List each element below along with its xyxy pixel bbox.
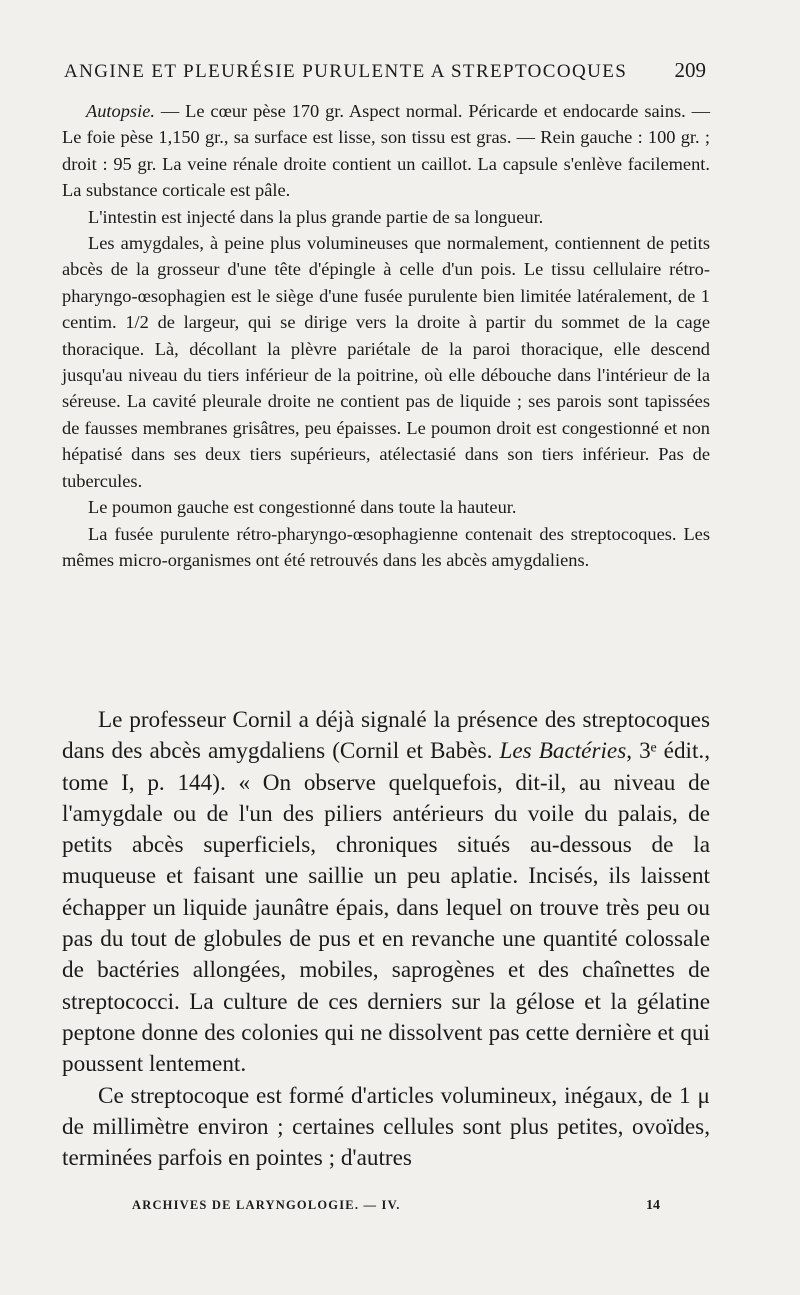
running-title: ANGINE ET PLEURÉSIE PURULENTE A STREPTOCOQUES — [64, 61, 628, 82]
page-number: 209 — [674, 58, 706, 82]
autopsy-text: — Le cœur pèse 170 gr. Aspect normal. Péricarde et endocarde sains. — Le foie pèse 1,150 gr., sa surface est lisse, son tissu est gras. — Rein gauche : 100 gr. ; droit : 95 gr. La veine rénale droite contient un caillot. La capsule s'enlève facilement. La substance corticale est pâle. — [62, 101, 710, 201]
left-lung-paragraph: Le poumon gauche est congestionné dans toute la hauteur. — [88, 497, 517, 518]
running-head — [64, 58, 706, 83]
discussion-text — [62, 705, 710, 1174]
autopsy-observation — [62, 98, 710, 573]
sheet-number: 14 — [646, 1198, 660, 1213]
journal-signature: ARCHIVES DE LARYNGOLOGIE. — IV. — [132, 1198, 401, 1212]
cornil-quote: , 3ᵉ édit., tome I, p. 144). « On observe quelquefois, dit-il, au niveau de l'amygdale ou de l'un des piliers antérieurs du voile du palais, de petits abcès superficiels, chroniques situés au-dessous de la muqueuse et faisant une saillie un peu aplatie. Incisés, ils laissent échapper un liquide jaunâtre épais, dans lequel on trouve très peu ou pas du tout de globules de pus et en revanche une quantité colossale de bactéries allongées, mobiles, saprogènes et des chaînettes de streptococci. La culture de ces derniers sur la gélose et la gélatine peptone donne des colonies qui ne dissolvent pas cette dernière et qui poussent lentement. — [62, 738, 711, 1078]
streptococcus-description-paragraph: Ce streptocoque est formé d'articles volumineux, inégaux, de 1 μ de millimètre environ ; certaines cellules sont plus petites, ovoïdes, terminées parfois en pointes ; d'autres — [62, 1082, 710, 1172]
book-title: Les Bactéries — [499, 738, 627, 765]
tonsils-paragraph: Les amygdales, à peine plus volumineuses que normalement, contiennent de petits abcès de la grosseur d'une tête d'épingle à celle d'un pois. Le tissu cellulaire rétro-pharyngo-œsophagien est le siège d'une fusée purulente bien limitée latéralement, de 1 centim. 1/2 de largeur, qui se dirige vers la droite à partir du sommet de la cage thoracique. Là, décollant la plèvre pariétale de la paroi thoracique, elle descend jusqu'au niveau du tiers inférieur de la poitrine, où elle débouche dans l'intérieur de la séreuse. La cavité pleurale droite ne contient pas de liquide ; ses parois sont tapissées de fausses membranes grisâtres, peu épaisses. Le poumon droit est congestionné et non hépatisé dans ses deux tiers supérieurs, atélectasié dans son tiers inférieur. Pas de tubercules. — [62, 233, 710, 491]
page-footer — [132, 1198, 660, 1214]
cornil-text-start: Le professeur Cornil a déjà signalé la présence des streptocoques dans des abcès amygdaliens (Cornil et Babès. — [62, 707, 710, 765]
autopsy-paragraph — [62, 98, 710, 204]
cornil-paragraph — [62, 705, 710, 1081]
streptococci-paragraph: La fusée purulente rétro-pharyngo-œsophagienne contenait des streptocoques. Les mêmes micro-organismes ont été retrouvés dans les abcès amygdaliens. — [62, 523, 710, 570]
autopsy-label: Autopsie. — [86, 101, 155, 121]
intestine-paragraph: L'intestin est injecté dans la plus grande partie de sa longueur. — [88, 206, 544, 227]
